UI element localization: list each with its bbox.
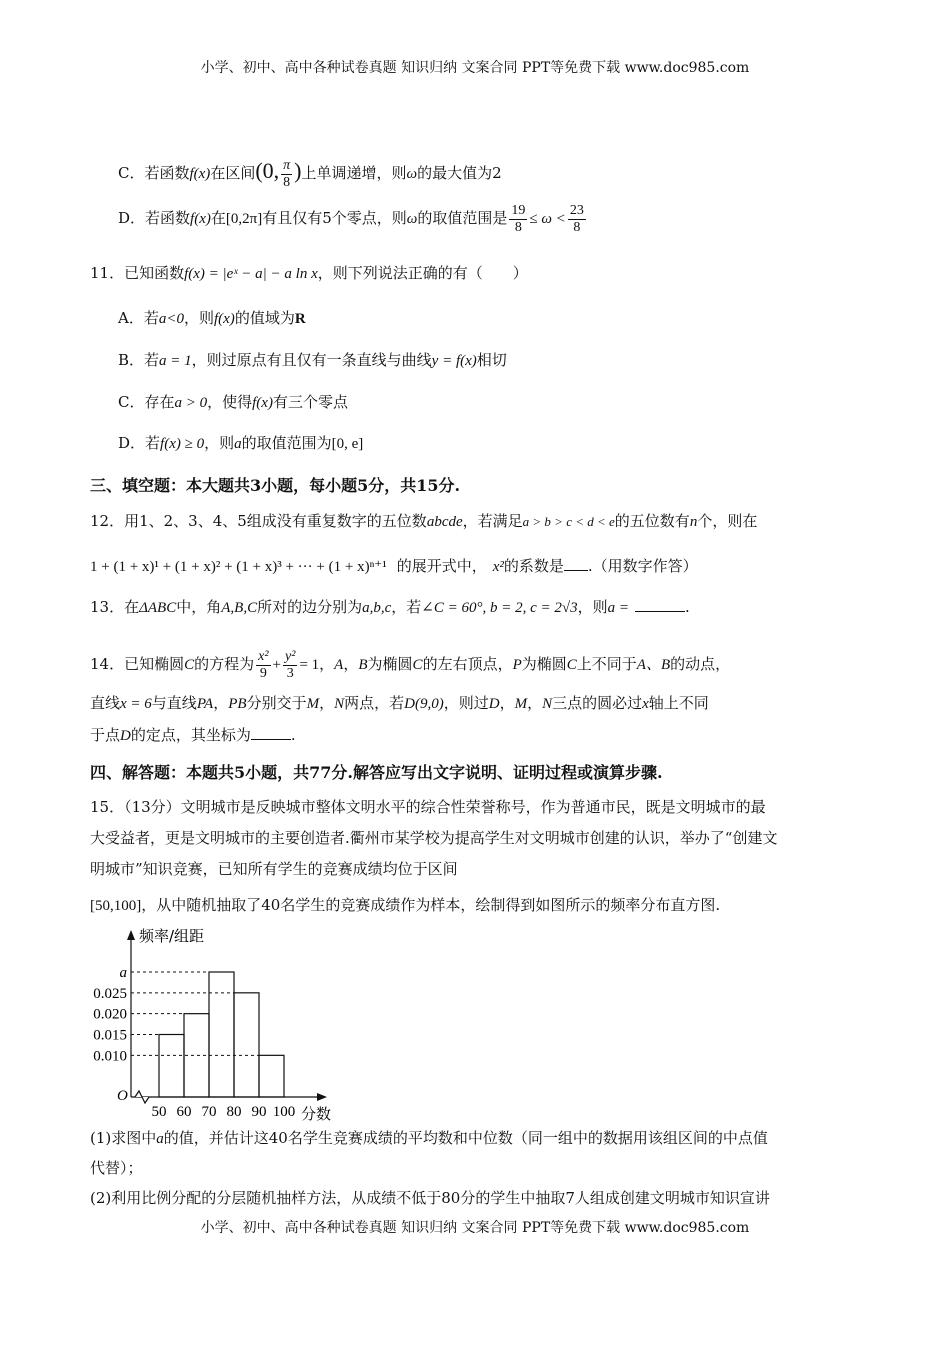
q10c-8: 8 — [283, 174, 291, 190]
q12-text6: 的系数是 — [503, 557, 564, 575]
q11b-text2: ，则过原点有且仅有一条直线与曲线 — [191, 351, 432, 369]
q11b-curve: y = f(x) — [431, 353, 477, 369]
q10c-text3: 上单调递增，则 — [301, 164, 407, 182]
section-4-title: 四、解答题：本题共5小题，共77分.解答应写出文字说明、证明过程或演算步骤. — [90, 763, 663, 782]
q11a-fx: f(x) — [213, 311, 235, 327]
q14-text9: 与直线 — [151, 694, 197, 712]
q14-D: D — [488, 696, 500, 712]
q14-N2: N — [542, 696, 553, 712]
q14-text14: 轴上不同 — [648, 694, 709, 712]
q14-plus: + — [272, 657, 282, 673]
q10-option-d — [118, 200, 588, 237]
q15-part1-line2: 代替）； — [90, 1159, 143, 1177]
q11a-R: R — [294, 311, 306, 327]
q10d-23: 23 — [569, 202, 584, 218]
q13-answer-blank[interactable] — [635, 611, 685, 612]
q10d-fx: f(x) — [190, 211, 211, 227]
y-tick-label: 0.015 — [93, 1027, 127, 1044]
q14-N: N — [334, 696, 345, 712]
q14-answer-blank[interactable] — [251, 739, 291, 740]
q14-P: P — [512, 657, 522, 673]
q15-line2: 大受益者，更是文明城市的主要创造者.衢州市某学校为提高学生对文明城市创建的认识，举办了“创建文 — [90, 829, 778, 847]
q10d-8b: 8 — [573, 219, 581, 235]
q15-p1-a: a — [156, 1131, 164, 1147]
q14-y2: y² — [285, 648, 296, 664]
x-tick-label: 80 — [226, 1104, 242, 1120]
q11c-cond: a > 0 — [174, 395, 208, 411]
q10c-omega: ω — [406, 166, 418, 182]
q14-comma4: ， — [319, 694, 335, 712]
q10d-8a: 8 — [514, 219, 522, 235]
q11d-a: a — [234, 436, 242, 452]
q14-text7: 的动点， — [670, 655, 731, 673]
q10d-text2: 在 — [210, 209, 226, 227]
q10c-text4: 的最大值为2 — [417, 164, 502, 182]
y-tick-label: a — [119, 965, 127, 981]
q14-x: x — [642, 696, 649, 712]
q10c-int-right: ) — [294, 158, 302, 183]
axis-break-mark — [135, 1091, 149, 1103]
section-3-title: 三、填空题：本大题共3小题，每小题5分，共15分. — [90, 476, 461, 495]
q12-line1 — [90, 511, 757, 532]
q15-interval: [50,100] — [90, 898, 142, 914]
q13-condition: ∠C = 60°, b = 2, c = 2√3 — [421, 600, 578, 616]
frequency-histogram — [85, 922, 355, 1122]
q11a-text2: ，则 — [183, 309, 214, 327]
q14-M2: M — [514, 696, 528, 712]
q12-text: 12．用1、2、3、4、5组成没有重复数字的五位数 — [90, 512, 427, 530]
q12-text3: 的五位数有 — [614, 512, 690, 530]
q12-line2 — [90, 556, 698, 577]
q14-AB: A、B — [636, 657, 671, 673]
q10c-text2: 在区间 — [210, 164, 256, 182]
y-tick-label: 0.020 — [93, 1006, 127, 1023]
q14-A: A — [334, 657, 344, 673]
q12-abcde: abcde — [426, 514, 463, 530]
q14-3: 3 — [286, 665, 294, 681]
q10d-text4: 的取值范围是 — [417, 209, 508, 227]
q12-x2: x² — [492, 559, 504, 575]
q11b-cond: a = 1 — [159, 353, 192, 369]
q11-stem — [90, 263, 528, 284]
q10d-frac-23-8 — [568, 203, 586, 236]
q14-text10: 分别交于 — [246, 694, 307, 712]
q11c-fx: f(x) — [252, 395, 273, 411]
q14-D-point: D(9,0) — [404, 696, 444, 712]
q15-p1-text2: 的值，并估计这40名学生竞赛成绩的平均数和中位数（同一组中的数据用该组区间的中点值 — [163, 1129, 768, 1147]
q11c-text3: 有三个零点 — [272, 393, 348, 411]
q10-option-c — [118, 156, 502, 191]
page-footer: 小学、初中、高中各种试卷真题 知识归纳 文案合同 PPT等免费下载 www.doc985.com — [200, 1220, 750, 1236]
y-tick-label: 0.025 — [93, 985, 127, 1002]
q15-line4 — [90, 895, 720, 916]
q14-line1 — [90, 640, 730, 689]
x-tick-label: 50 — [151, 1104, 167, 1120]
q14-text2: 的方程为 — [194, 655, 255, 673]
q11c-text: C．存在 — [118, 393, 175, 411]
q14-text5: 为椭圆 — [521, 655, 567, 673]
q14-comma2: ， — [343, 655, 359, 673]
q10d-19: 19 — [511, 202, 526, 218]
q12-text2: ，若满足 — [462, 512, 523, 530]
q11-option-a — [118, 308, 306, 329]
y-axis-arrow — [127, 930, 135, 940]
q11a-cond: a<0 — [158, 311, 184, 327]
q12-text7: .（用数字作答） — [587, 557, 698, 575]
q14-text16: 的定点，其坐标为 — [130, 726, 251, 744]
q14-9: 9 — [259, 665, 267, 681]
q14-x2: x² — [258, 648, 269, 664]
q14-text: 14．已知椭圆 — [90, 655, 185, 673]
histogram-bar — [159, 1035, 184, 1098]
q13-line — [90, 597, 690, 618]
q14-C2: C — [412, 657, 423, 673]
q10c-int-left: (0, — [255, 158, 280, 183]
q12-condition: a > b > c < d < e — [522, 514, 615, 529]
q14-eq: = 1 — [299, 657, 320, 673]
q10d-text3: 有且仅有5个零点，则 — [262, 209, 407, 227]
q13-angles: A,B,C — [221, 600, 258, 616]
q12-expression: 1 + (1 + x)¹ + (1 + x)² + (1 + x)³ + ··· + (1 + x)ⁿ⁺¹ — [90, 559, 387, 575]
histogram-bar — [234, 993, 259, 1097]
q13-text: 13．在 — [90, 598, 140, 616]
x-axis-arrow — [317, 1093, 327, 1101]
q15-line4-text: ，从中随机抽取了40名学生的竞赛成绩作为样本，绘制得到如图所示的频率分布直方图. — [141, 896, 721, 914]
q11c-text2: ，使得 — [207, 393, 253, 411]
q14-comma5: ， — [499, 694, 515, 712]
q11a-text3: 的值域为 — [234, 309, 295, 327]
q11d-range: [0, e] — [331, 436, 364, 452]
y-tick-label: 0.010 — [93, 1048, 127, 1065]
x-tick-label: 70 — [201, 1104, 217, 1120]
q14-comma3: ， — [213, 694, 229, 712]
q14-PA: PA — [196, 696, 214, 712]
q11-option-d — [118, 433, 363, 454]
q14-C: C — [184, 657, 195, 673]
q11d-text3: 的取值范围为 — [241, 434, 332, 452]
q14-text4: 的左右顶点， — [422, 655, 513, 673]
q12-text5: 的展开式中， — [396, 557, 487, 575]
q11b-text3: 相切 — [476, 351, 507, 369]
q11b-text: B．若 — [118, 351, 160, 369]
q15-line3: 明城市”知识竞赛，已知所有学生的竞赛成绩均位于区间 — [90, 860, 458, 878]
q14-line2 — [90, 693, 709, 714]
x-tick-label: 90 — [251, 1104, 267, 1120]
q10c-pi: π — [283, 157, 291, 173]
q11d-text: D．若 — [118, 434, 161, 452]
q14-text11: 两点，若 — [344, 694, 405, 712]
q14-comma1: ， — [319, 655, 335, 673]
q10d-interval: [0,2π] — [225, 211, 263, 227]
x-tick-label: 60 — [176, 1104, 192, 1120]
q15-part2: (2)利用比例分配的分层随机抽样方法，从成绩不低于80分的学生中抽取7人组成创建文明城市知识宣讲 — [90, 1189, 770, 1207]
q15-line1: 15．（13分）文明城市是反映城市整体文明水平的综合性荣誉称号，作为普通市民，既是文明城市的最 — [90, 798, 766, 816]
histogram-bar — [209, 972, 234, 1097]
q14-M: M — [306, 696, 320, 712]
q14-B: B — [358, 657, 368, 673]
q13-text4: ，若 — [391, 598, 422, 616]
origin-label: O — [117, 1088, 128, 1104]
q14-text6: 上不同于 — [576, 655, 637, 673]
q10c-pi-over-8 — [281, 158, 292, 191]
q14-line-x6: x = 6 — [120, 696, 152, 712]
q11d-text2: ，则 — [204, 434, 235, 452]
q11a-text: A．若 — [118, 309, 159, 327]
q13-text2: 中，角 — [176, 598, 222, 616]
q14-C3: C — [566, 657, 577, 673]
q13-sides: a,b,c — [362, 600, 392, 616]
q10d-frac-19-8 — [509, 203, 527, 236]
q10d-omega: ω — [406, 211, 418, 227]
q14-text15: 于点 — [90, 726, 121, 744]
x-tick-label: 100 — [272, 1104, 296, 1120]
q11-text: 11．已知函数 — [90, 264, 185, 282]
q14-text12: ，则过 — [443, 694, 489, 712]
q13-text3: 所对的边分别为 — [257, 598, 363, 616]
q14-text17: . — [290, 726, 296, 744]
q10d-text: D．若函数 — [118, 209, 191, 227]
q14-frac-y2-3 — [283, 649, 297, 682]
q11-text2: ，则下列说法正确的有（ ） — [317, 264, 528, 282]
q10d-ineq: ≤ ω < — [529, 211, 566, 227]
histogram-bar — [259, 1055, 284, 1097]
q14-frac-x2-9 — [256, 649, 270, 682]
q12-n: n — [689, 514, 698, 530]
q11d-cond: f(x) ≥ 0 — [160, 436, 205, 452]
q13-ask: a = — [607, 600, 630, 616]
q13-text5: ，则 — [577, 598, 608, 616]
q14-line3 — [90, 725, 296, 746]
q11-option-b — [118, 350, 507, 371]
q14-comma6: ， — [527, 694, 543, 712]
q14-text3: 为椭圆 — [367, 655, 413, 673]
q12-text4: 个，则在 — [697, 512, 758, 530]
x-axis-label: 分数 — [301, 1105, 332, 1122]
q12-answer-blank[interactable] — [564, 570, 588, 571]
q13-triangle: ΔABC — [139, 600, 177, 616]
q11-function: f(x) = |eˣ − a| − a ln x — [184, 266, 318, 282]
q14-PB: PB — [228, 696, 247, 712]
q15-p1-text: (1)求图中 — [90, 1129, 157, 1147]
q15-part1 — [90, 1128, 768, 1149]
q10c-fx: f(x) — [189, 166, 211, 182]
page-header: 小学、初中、高中各种试卷真题 知识归纳 文案合同 PPT等免费下载 www.doc985.com — [200, 60, 750, 76]
q14-text8: 直线 — [90, 694, 121, 712]
q10c-text: C．若函数 — [118, 164, 190, 182]
q14-text13: 三点的圆必过 — [552, 694, 643, 712]
y-axis-label: 频率/组距 — [139, 927, 205, 945]
q13-text6: . — [685, 598, 690, 616]
q11-option-c — [118, 392, 348, 413]
q14-D2: D — [120, 728, 131, 744]
